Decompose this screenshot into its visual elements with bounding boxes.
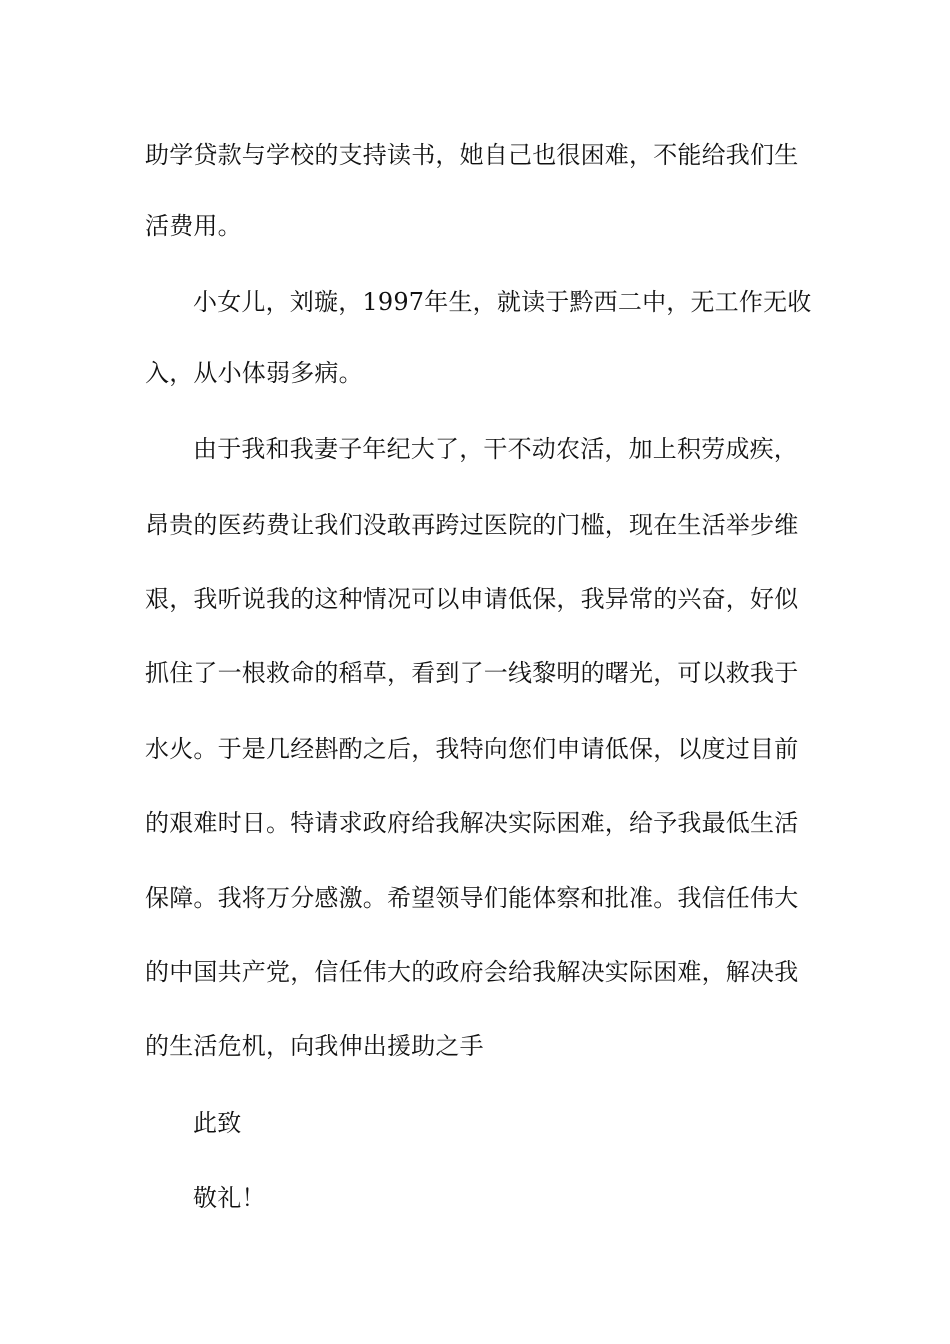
paragraph-line-8: 抓住了一根救命的稻草，看到了一线黎明的曙光，可以救我于	[145, 659, 799, 687]
paragraph-line-12: 的中国共产党，信任伟大的政府会给我解决实际困难，解决我	[145, 958, 799, 986]
closing-regards: 敬礼！	[193, 1184, 266, 1212]
closing-salutation: 此致	[193, 1109, 242, 1137]
paragraph-line-7: 艰，我听说我的这种情况可以申请低保，我异常的兴奋，好似	[145, 585, 799, 613]
paragraph-line-13: 的生活危机，向我伸出援助之手	[145, 1032, 484, 1060]
paragraph-line-4: 入，从小体弱多病。	[145, 359, 363, 387]
paragraph-line-2: 活费用。	[145, 212, 242, 240]
paragraph-line-1: 助学贷款与学校的支持读书，她自己也很困难，不能给我们生	[145, 141, 799, 169]
paragraph-line-9: 水火。于是几经斟酌之后，我特向您们申请低保，以度过目前	[145, 735, 799, 763]
paragraph-line-3: 小女儿，刘璇，1997年生，就读于黔西二中，无工作无收	[193, 288, 812, 316]
paragraph-line-6: 昂贵的医药费让我们没敢再跨过医院的门槛，现在生活举步维	[145, 511, 799, 539]
paragraph-line-11: 保障。我将万分感激。希望领导们能体察和批准。我信任伟大	[145, 884, 799, 912]
paragraph-line-5: 由于我和我妻子年纪大了，干不动农活，加上积劳成疾，	[193, 435, 798, 463]
paragraph-line-10: 的艰难时日。特请求政府给我解决实际困难，给予我最低生活	[145, 809, 799, 837]
